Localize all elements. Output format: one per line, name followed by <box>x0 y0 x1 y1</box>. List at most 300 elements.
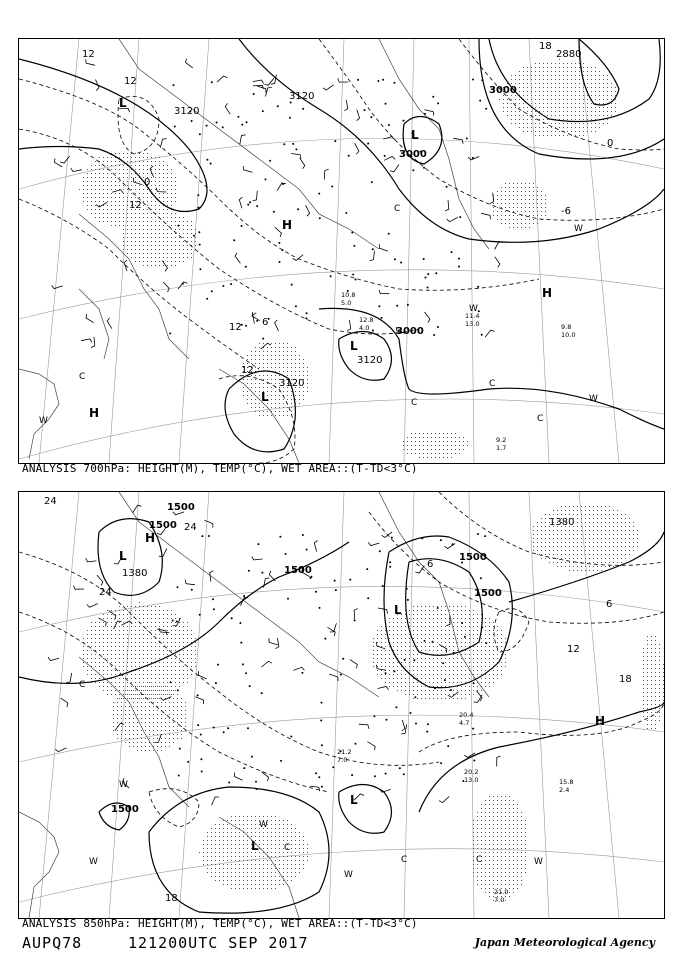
wet-dot <box>567 99 568 100</box>
wet-dot <box>167 165 168 166</box>
wet-dot <box>103 221 104 222</box>
wet-dot <box>441 686 442 687</box>
high-center: H <box>89 406 100 420</box>
wet-dot <box>175 650 176 651</box>
station-dot <box>437 607 439 609</box>
wet-dot <box>279 403 280 404</box>
wind-barb <box>156 188 166 192</box>
wet-dot <box>143 197 144 198</box>
wet-dot <box>385 662 386 663</box>
wet-dot <box>139 153 140 154</box>
wet-dot <box>417 686 418 687</box>
wet-dot <box>103 650 104 651</box>
station-dot <box>256 205 258 207</box>
wet-dot <box>513 227 514 228</box>
wet-dot <box>157 686 158 687</box>
wet-dot <box>453 622 454 623</box>
wet-dot <box>129 710 130 711</box>
wet-dot <box>125 722 126 723</box>
wet-dot <box>543 107 544 108</box>
wind-barb <box>60 156 69 163</box>
wet-dot <box>443 449 444 450</box>
wet-dot <box>501 836 502 837</box>
station-dot <box>440 539 442 541</box>
wet-dot <box>485 888 486 889</box>
wet-dot <box>223 844 224 845</box>
wet-dot <box>123 165 124 166</box>
wet-dot <box>167 253 168 254</box>
wet-dot <box>171 626 172 627</box>
wet-dot <box>533 211 534 212</box>
wet-dot <box>127 253 128 254</box>
wet-dot <box>509 852 510 853</box>
wet-dot <box>571 63 572 64</box>
wet-dot <box>393 686 394 687</box>
wet-dot <box>389 638 390 639</box>
wet-dot <box>171 189 172 190</box>
wet-dot <box>287 363 288 364</box>
wet-dot <box>517 804 518 805</box>
wet-dot <box>151 630 152 631</box>
wet-dot <box>215 860 216 861</box>
station-temp: 9.8 <box>561 323 572 331</box>
wet-dot <box>267 848 268 849</box>
wet-dot <box>651 700 652 701</box>
wet-dot <box>137 714 138 715</box>
wet-dot <box>539 71 540 72</box>
wet-dot <box>397 686 398 687</box>
wet-dot <box>525 203 526 204</box>
wet-dot <box>159 161 160 162</box>
wet-dot <box>595 111 596 112</box>
wet-dot <box>543 67 544 68</box>
wet-dot <box>259 888 260 889</box>
wet-dot <box>103 185 104 186</box>
wet-dot <box>477 848 478 849</box>
wet-dot <box>139 197 140 198</box>
wind-barb <box>382 532 393 537</box>
wet-dot <box>563 123 564 124</box>
wet-dot <box>527 79 528 80</box>
wet-dot <box>195 658 196 659</box>
wet-dot <box>555 83 556 84</box>
station-dot <box>253 93 255 95</box>
wet-dot <box>493 800 494 801</box>
wet-dot <box>283 371 284 372</box>
wet-dot <box>393 634 394 635</box>
wet-dot <box>169 742 170 743</box>
wet-dot <box>621 562 622 563</box>
wet-dot <box>159 626 160 627</box>
wet-dot <box>139 225 140 226</box>
wet-dot <box>485 634 486 635</box>
wet-dot <box>263 888 264 889</box>
wet-dot <box>521 864 522 865</box>
wet-dot <box>477 686 478 687</box>
wet-dot <box>175 253 176 254</box>
wet-dot <box>107 610 108 611</box>
wet-dot <box>139 249 140 250</box>
wet-dot <box>187 622 188 623</box>
wet-dot <box>125 706 126 707</box>
wet-dot <box>87 666 88 667</box>
wet-dot <box>295 351 296 352</box>
station-temp: 15.8 <box>559 778 574 786</box>
wet-dot <box>95 630 96 631</box>
wet-dot <box>541 534 542 535</box>
wet-dot <box>521 840 522 841</box>
wet-dot <box>437 626 438 627</box>
wet-dot <box>127 245 128 246</box>
wet-dot <box>279 359 280 360</box>
station-dot <box>389 561 391 563</box>
wet-dot <box>239 840 240 841</box>
wet-dot <box>533 223 534 224</box>
wet-dot <box>481 876 482 877</box>
wet-dot <box>655 680 656 681</box>
wet-dot <box>525 848 526 849</box>
wet-dot <box>171 225 172 226</box>
wet-dot <box>393 646 394 647</box>
wet-dot <box>115 634 116 635</box>
wet-dot <box>135 197 136 198</box>
wet-dot <box>171 646 172 647</box>
wet-dot <box>295 367 296 368</box>
wet-dot <box>123 618 124 619</box>
wet-dot <box>485 808 486 809</box>
wet-dot <box>441 682 442 683</box>
wet-dot <box>163 674 164 675</box>
wet-dot <box>539 63 540 64</box>
wet-dot <box>481 868 482 869</box>
wet-dot <box>131 658 132 659</box>
wet-dot <box>243 880 244 881</box>
wet-dot <box>139 634 140 635</box>
wet-dot <box>587 99 588 100</box>
wet-dot <box>87 662 88 663</box>
wet-dot <box>517 836 518 837</box>
wet-dot <box>473 820 474 821</box>
wet-dot <box>563 83 564 84</box>
wet-dot <box>571 107 572 108</box>
wet-dot <box>183 658 184 659</box>
wet-dot <box>145 706 146 707</box>
wet-dot <box>401 630 402 631</box>
wet-dot <box>133 734 134 735</box>
isotherm-label: 0 <box>144 177 151 188</box>
wet-dot <box>577 566 578 567</box>
wet-dot <box>507 111 508 112</box>
wet-dot <box>155 189 156 190</box>
station-dot <box>302 534 304 536</box>
wet-dot <box>425 666 426 667</box>
wet-dot <box>417 626 418 627</box>
wet-dot <box>123 205 124 206</box>
wet-dot <box>441 666 442 667</box>
wet-dot <box>87 201 88 202</box>
wet-dot <box>103 201 104 202</box>
wet-dot <box>485 682 486 683</box>
wet-dot <box>223 840 224 841</box>
wet-dot <box>243 395 244 396</box>
wet-dot <box>267 844 268 845</box>
wet-dot <box>115 173 116 174</box>
station-dot <box>394 258 396 260</box>
wet-dot <box>421 694 422 695</box>
wet-dot <box>291 375 292 376</box>
wet-dot <box>557 514 558 515</box>
wet-dot <box>477 690 478 691</box>
station-dot <box>452 543 454 545</box>
wet-dot <box>143 674 144 675</box>
wet-dot <box>469 662 470 663</box>
wet-dot <box>131 249 132 250</box>
wet-dot <box>165 730 166 731</box>
wet-dot <box>155 193 156 194</box>
wet-dot <box>451 457 452 458</box>
wet-dot <box>505 808 506 809</box>
wet-dot <box>303 375 304 376</box>
wet-dot <box>501 191 502 192</box>
wet-dot <box>139 614 140 615</box>
wet-dot <box>159 686 160 687</box>
wet-dot <box>523 91 524 92</box>
wet-dot <box>477 682 478 683</box>
wet-dot <box>549 514 550 515</box>
wet-dot <box>517 211 518 212</box>
wet-dot <box>303 395 304 396</box>
wet-dot <box>409 666 410 667</box>
wet-dot <box>497 856 498 857</box>
wet-dot <box>247 888 248 889</box>
station-dot <box>413 659 415 661</box>
wet-dot <box>135 165 136 166</box>
wet-dot <box>485 630 486 631</box>
wet-dot <box>583 75 584 76</box>
wet-dot <box>155 233 156 234</box>
wet-dot <box>585 506 586 507</box>
wet-dot <box>563 103 564 104</box>
wet-dot <box>583 111 584 112</box>
wet-dot <box>397 634 398 635</box>
wet-dot <box>115 646 116 647</box>
wet-dot <box>609 530 610 531</box>
station-dewpoint: 13.0 <box>464 776 479 784</box>
wet-dot <box>629 554 630 555</box>
wet-dot <box>91 189 92 190</box>
wet-dot <box>163 233 164 234</box>
wet-dot <box>127 153 128 154</box>
wet-dot <box>445 678 446 679</box>
wet-dot <box>123 213 124 214</box>
wet-dot <box>561 542 562 543</box>
wet-dot <box>147 213 148 214</box>
station-dot <box>279 536 281 538</box>
wet-dot <box>163 173 164 174</box>
wet-dot <box>397 690 398 691</box>
wet-dot <box>127 654 128 655</box>
wet-dot <box>449 658 450 659</box>
wet-dot <box>219 848 220 849</box>
wet-dot <box>171 241 172 242</box>
wet-dot <box>501 219 502 220</box>
wet-dot <box>409 686 410 687</box>
wet-dot <box>179 686 180 687</box>
wet-dot <box>263 411 264 412</box>
wet-dot <box>131 237 132 238</box>
wet-dot <box>287 884 288 885</box>
wet-dot <box>103 626 104 627</box>
wet-dot <box>477 614 478 615</box>
wet-dot <box>127 686 128 687</box>
wet-dot <box>83 654 84 655</box>
wet-dot <box>581 506 582 507</box>
wet-dot <box>159 197 160 198</box>
wet-dot <box>185 722 186 723</box>
wet-dot <box>515 99 516 100</box>
station-temp: 9.2 <box>496 436 507 444</box>
wet-dot <box>445 630 446 631</box>
wet-dot <box>405 638 406 639</box>
wet-dot <box>175 237 176 238</box>
wet-dot <box>227 820 228 821</box>
wet-dot <box>473 662 474 663</box>
wind-barb <box>217 76 227 82</box>
wet-dot <box>599 123 600 124</box>
wet-dot <box>525 852 526 853</box>
wet-dot <box>429 626 430 627</box>
wet-dot <box>489 646 490 647</box>
wet-dot <box>127 670 128 671</box>
wet-dot <box>467 441 468 442</box>
wet-dot <box>575 87 576 88</box>
wet-dot <box>577 530 578 531</box>
wet-dot <box>283 832 284 833</box>
wet-dot <box>129 722 130 723</box>
wet-dot <box>493 856 494 857</box>
wet-dot <box>243 383 244 384</box>
wet-dot <box>583 103 584 104</box>
wet-dot <box>477 816 478 817</box>
wet-dot <box>497 884 498 885</box>
wet-dot <box>175 670 176 671</box>
wet-dot <box>137 726 138 727</box>
wet-dot <box>647 672 648 673</box>
wet-dot <box>187 249 188 250</box>
wet-dot <box>543 99 544 100</box>
wet-dot <box>601 534 602 535</box>
wet-dot <box>563 63 564 64</box>
wet-dot <box>141 706 142 707</box>
wet-dot <box>271 836 272 837</box>
wet-dot <box>87 670 88 671</box>
wet-dot <box>259 391 260 392</box>
wet-dot <box>131 690 132 691</box>
wet-dot <box>155 630 156 631</box>
wet-dot <box>275 363 276 364</box>
wet-dot <box>231 864 232 865</box>
wet-dot <box>247 816 248 817</box>
wet-dot <box>111 225 112 226</box>
wet-dot <box>151 686 152 687</box>
wet-dot <box>231 824 232 825</box>
wet-dot <box>283 872 284 873</box>
wet-dot <box>489 634 490 635</box>
wet-dot <box>505 800 506 801</box>
wet-dot <box>457 694 458 695</box>
wet-dot <box>167 662 168 663</box>
wet-dot <box>485 686 486 687</box>
wet-dot <box>409 678 410 679</box>
wet-dot <box>557 566 558 567</box>
wet-dot <box>599 79 600 80</box>
wet-dot <box>119 614 120 615</box>
wet-dot <box>413 630 414 631</box>
wet-dot <box>589 534 590 535</box>
wet-dot <box>283 864 284 865</box>
station-dot <box>177 225 179 227</box>
wet-dot <box>531 87 532 88</box>
wet-dot <box>169 738 170 739</box>
wet-dot <box>95 622 96 623</box>
wet-dot <box>135 253 136 254</box>
wet-dot <box>497 634 498 635</box>
wet-dot <box>211 828 212 829</box>
wet-dot <box>107 638 108 639</box>
wet-dot <box>445 674 446 675</box>
wet-dot <box>647 728 648 729</box>
wet-dot <box>147 229 148 230</box>
wet-dot <box>251 391 252 392</box>
wet-dot <box>447 437 448 438</box>
wet-dot <box>295 856 296 857</box>
wet-dot <box>131 698 132 699</box>
wet-dot <box>643 684 644 685</box>
wet-dot <box>411 449 412 450</box>
wet-dot <box>149 714 150 715</box>
wet-dot <box>295 868 296 869</box>
wet-dot <box>469 634 470 635</box>
wet-dot <box>263 848 264 849</box>
wet-dot <box>147 237 148 238</box>
wet-dot <box>275 391 276 392</box>
wet-dot <box>435 457 436 458</box>
wet-dot <box>461 630 462 631</box>
wet-dot <box>143 670 144 671</box>
station-dot <box>385 103 387 105</box>
wet-dot <box>243 884 244 885</box>
wet-dot <box>145 722 146 723</box>
wet-dot <box>239 816 240 817</box>
wet-dot <box>441 614 442 615</box>
wet-dot <box>159 650 160 651</box>
wet-dot <box>135 241 136 242</box>
wet-dot <box>543 131 544 132</box>
height-label: 1500 <box>149 520 177 531</box>
wet-dot <box>107 217 108 218</box>
wet-dot <box>151 650 152 651</box>
wet-dot <box>541 215 542 216</box>
wet-dot <box>95 205 96 206</box>
wet-dot <box>493 215 494 216</box>
wet-dot <box>571 95 572 96</box>
wet-dot <box>519 103 520 104</box>
wind-barb <box>205 520 213 527</box>
wet-dot <box>271 415 272 416</box>
wet-dot <box>139 185 140 186</box>
wind-barb <box>160 139 166 148</box>
wet-dot <box>523 127 524 128</box>
